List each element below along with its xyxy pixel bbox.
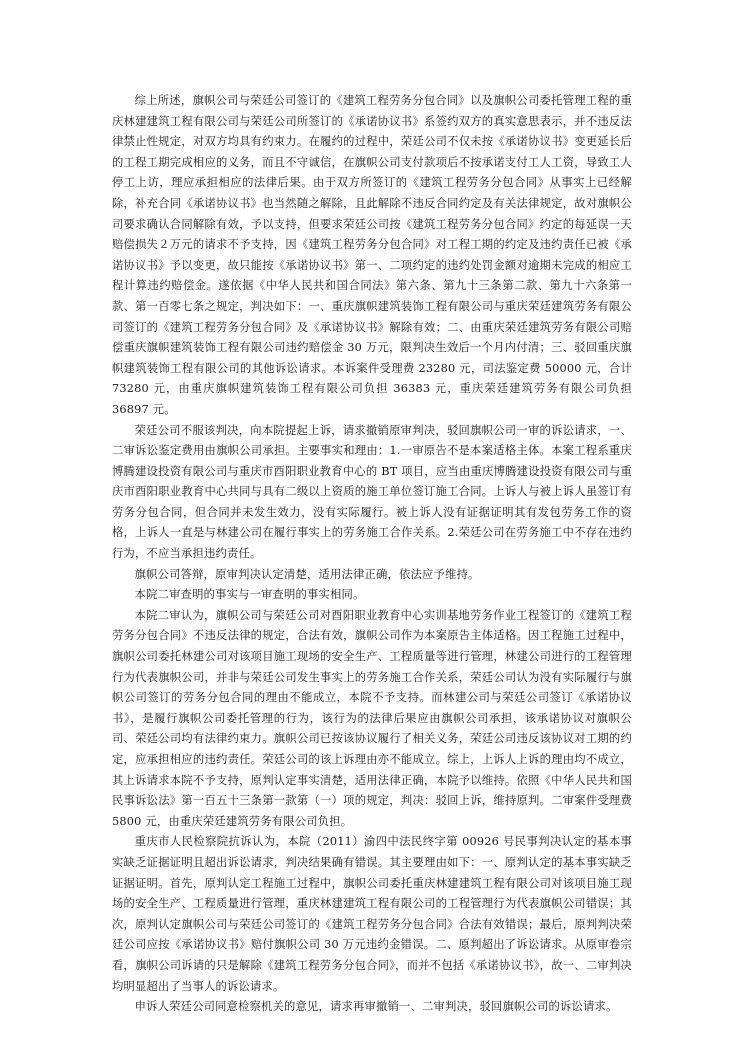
paragraph-petitioner-opinion: 申诉人荣廷公司同意检察机关的意见，请求再审撤销一、二审判决，驳回旗帜公司的诉讼请求。 [134,1000,618,1014]
paragraph-defense: 旗帜公司答辩，原审判决认定清楚，适用法律正确，依法应予维持。 [134,567,480,581]
paragraph-second-instance-opinion: 本院二审认为，旗帜公司与荣廷公司对酉阳职业教育中心实训基地劳务作业工程签订的《建筑工程劳务分包合同》不违反法律的规定，合法有效，旗帜公司作为本案原告主体适格。因工程施工过程中，旗帜公司委托林建公司对该项目施工现场的安全生产、工程质量等进行管理，林建公司进行的工程管理行为代表旗帜公司，并非与荣廷公司发生事实上的劳务施工合作关系，荣廷公司认为没有实际履行与旗帜公司签订的劳务分包合同的理由不能成立，本院不予支持。而林建公司与荣廷公司签订《承诺协议书》，是履行旗帜公司委托管理的行为，该行为的法律后果应由旗帜公司承担，该承诺协议对旗帜公司、荣廷公司均有法律约束力。旗帜公司已按该协议履行了相关义务，荣廷公司违反该协议对工期的约定，应承担相应的违约责任。荣廷公司的该上诉理由亦不能成立。综上，上诉人上诉的理由均不成立，其上诉请求本院不予支持，原判认定事实清楚，适用法律正确，本院予以维持。依照《中华人民共和国民事诉讼法》第一百五十三条第一款第（一）项的规定，判决：驳回上诉，维持原判。二审案件受理费 5800 元，由重庆荣廷建筑劳务有限公司负担。 [112,608,632,828]
paragraph-appeal: 荣廷公司不服该判决，向本院提起上诉，请求撤销原审判决，驳回旗帜公司一审的诉讼请求，一、二审诉讼鉴定费用由旗帜公司承担。主要事实和理由：1.一审原告不是本案适格主体。本案工程系重庆博腾建设投资有限公司与重庆市酉阳职业教育中心的 BT 项目，应当由重庆博腾建设投资有限公司与重庆市酉阳职业教育中心共同与具有二级以上资质的施工单位签订施工合同。上诉人与被上诉人虽签订有劳务分包合同，但合同并未发生效力，没有实际履行。被上诉人没有证据证明其有发包劳务工作的资格，上诉人一直是与林建公司在履行事实上的劳务施工合作关系。2.荣廷公司在劳务施工中不存在违约行为，不应当承担违约责任。 [112,423,632,561]
paragraph-procuratorate-protest: 重庆市人民检察院抗诉认为，本院（2011）渝四中法民终字第 00926 号民事判决认定的基本事实缺乏证据证明且超出诉讼请求，判决结果确有错误。其主要理由如下：一、原判认定的基本事实缺乏证据证明。首先，原判认定工程施工过程中，旗帜公司委托重庆林建建筑工程有限公司对该项目施工现场的安全生产、工程质量进行管理，重庆林建建筑工程有限公司的工程管理行为代表旗帜公司错误；其次，原判认定旗帜公司与荣廷公司签订的《建筑工程劳务分包合同》合法有效错误；最后，原判判决荣廷公司应按《承诺协议书》赔付旗帜公司 30 万元违约金错误。二、原判超出了诉讼请求。从原审卷宗看，旗帜公司诉请的只是解除《建筑工程劳务分包合同》，而并不包括《承诺协议书》，故一、二审判决均明显超出了当事人的诉讼请求。 [112,835,632,993]
document-body [112,91,632,1018]
paragraph-second-instance-facts: 本院二审查明的事实与一审查明的事实相同。 [134,588,365,602]
paragraph-first-instance-judgment: 综上所述，旗帜公司与荣廷公司签订的《建筑工程劳务分包合同》以及旗帜公司委托管理工程的重庆林建建筑工程有限公司与荣廷公司所签订的《承诺协议书》系签约双方的真实意思表示，并不违反法律禁止性规定，对双方均具有约束力。在履约的过程中，荣廷公司不仅未按《承诺协议书》变更延长后的工程工期完成相应的义务，而且不守诚信，在旗帜公司支付款项后不按承诺支付工人工资，导致工人停工上访，理应承担相应的法律后果。由于双方所签订的《建筑工程劳务分包合同》从事实上已经解除，补充合同《承诺协议书》也当然随之解除，且此解除不违反合同约定及有关法律规定，故对旗帜公司要求确认合同解除有效，予以支持，但要求荣廷公司按《建筑工程劳务分包合同》约定的每延误一天赔偿损失２万元的请求不予支持，因《建筑工程劳务分包合同》对工程工期的约定及违约责任已被《承诺协议书》予以变更，故只能按《承诺协议书》第一、二项约定的违约处罚金额对逾期未完成的相应工程计算违约赔偿金。遂依据《中华人民共和国合同法》第六条、第九十三条第二款、第九十六条第一款、第一百零七条之规定，判决如下：一、重庆旗帜建筑装饰工程有限公司与重庆荣廷建筑劳务有限公司签订的《建筑工程劳务分包合同》及《承诺协议书》解除有效；二、由重庆荣廷建筑劳务有限公司赔偿重庆旗帜建筑装饰工程有限公司违约赔偿金 30 万元，限判决生效后一个月内付清；三、驳回重庆旗帜建筑装饰工程有限公司的其他诉讼请求。本诉案件受理费 23280 元，司法鉴定费 50000 元，合计 73280 元，由重庆旗帜建筑装饰工程有限公司负担 36383 元，重庆荣廷建筑劳务有限公司负担 36897 元。 [112,94,632,416]
